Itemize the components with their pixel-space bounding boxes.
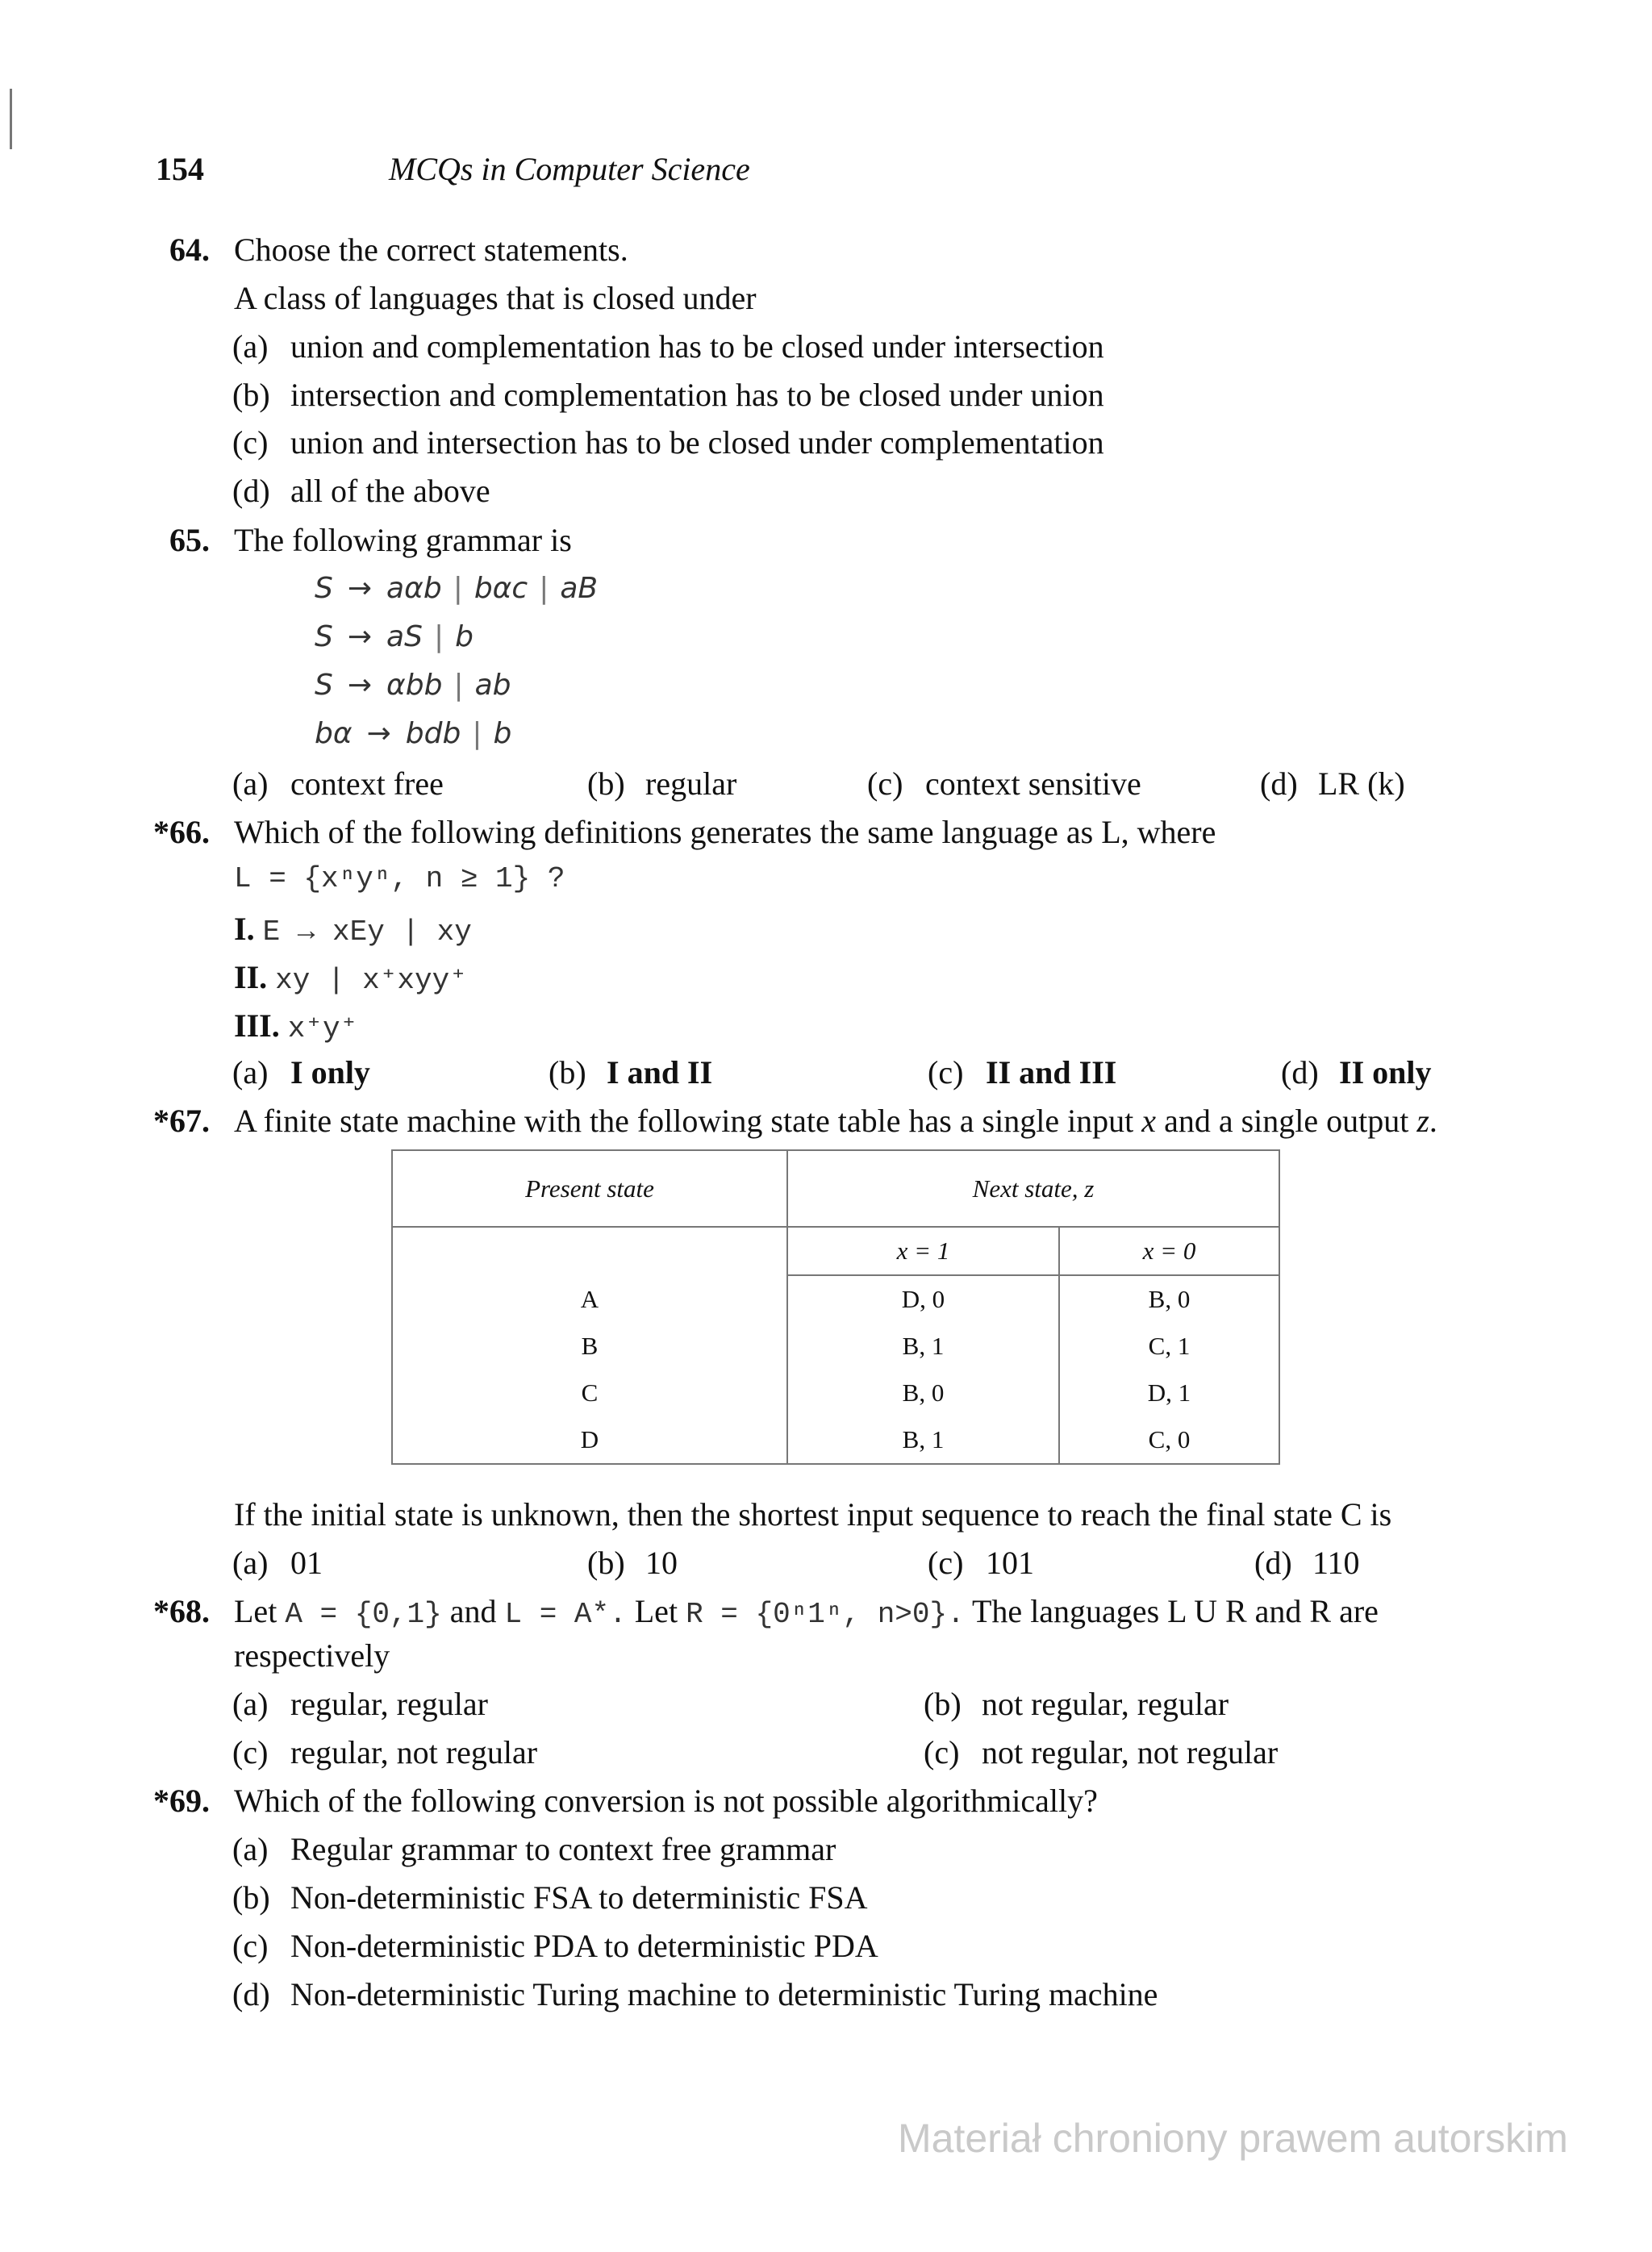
q67-followup: If the initial state is unknown, then the shortest input sequence to reach the final state C is: [234, 1496, 1392, 1533]
q66-def-1: I. E → xEy | xy: [234, 911, 472, 949]
q69-number: *69.: [153, 1783, 210, 1819]
state-b: B: [581, 1332, 599, 1360]
q64-option-d: (d) all of the above: [232, 473, 490, 509]
q64-number: 64.: [169, 231, 210, 268]
grammar-rule-4: bα → bdb | b: [315, 717, 512, 750]
q65-stem: The following grammar is: [234, 522, 572, 558]
sub-x0: x = 0: [1059, 1227, 1279, 1275]
q68-option-b: (b) not regular, regular: [924, 1686, 1229, 1722]
q67-option-c: (c) 101: [928, 1545, 1034, 1581]
q68-number: *68.: [153, 1593, 210, 1629]
q66-option-b: (b) I and II: [549, 1054, 713, 1091]
q64-option-c: (c) union and intersection has to be closed under complementation: [232, 424, 1104, 461]
q66-stem: Which of the following definitions generates the same language as L, where: [234, 814, 1216, 850]
q69-stem: Which of the following conversion is not possible algorithmically?: [234, 1783, 1098, 1819]
state-d: D: [580, 1425, 599, 1453]
q69-option-d: (d) Non-deterministic Turing machine to deterministic Turing machine: [232, 1976, 1158, 2012]
q64-option-a: (a) union and complementation has to be closed under intersection: [232, 328, 1104, 365]
x0-column: [1059, 1275, 1279, 1464]
x1-column: [787, 1275, 1059, 1464]
page-number: 154: [156, 151, 204, 187]
state-table: [391, 1149, 1280, 1465]
q65-option-b: (b) regular: [587, 765, 737, 802]
q66-language-def: L = {xⁿyⁿ, n ≥ 1} ?: [234, 862, 565, 895]
scan-edge-mark: [10, 89, 12, 149]
q66-def-3: III. x⁺y⁺: [234, 1007, 358, 1045]
q67-stem: A finite state machine with the following state table has a single input x and a single output z.: [234, 1103, 1437, 1139]
col-present-state: Present state: [392, 1150, 787, 1227]
sub-x1: x = 1: [787, 1227, 1059, 1275]
q65-option-c: (c) context sensitive: [867, 765, 1141, 802]
q67-number: *67.: [153, 1103, 210, 1139]
q68-option-d: (c) not regular, not regular: [924, 1734, 1279, 1770]
q64-stem2: A class of languages that is closed under: [234, 280, 757, 316]
q67-option-b: (b) 10: [587, 1545, 678, 1581]
state-c: C: [581, 1378, 599, 1407]
q64-stem: Choose the correct statements.: [234, 231, 628, 268]
q68-option-a: (a) regular, regular: [232, 1686, 488, 1722]
next-d-x0: C, 0: [1148, 1425, 1191, 1453]
grammar-rule-2: S → aS | b: [315, 620, 473, 653]
state-column: [392, 1227, 787, 1464]
next-c-x1: B, 0: [902, 1378, 945, 1407]
q69-option-a: (a) Regular grammar to context free grammar: [232, 1831, 836, 1867]
q67-option-d: (d) 110: [1254, 1545, 1360, 1581]
q67-option-a: (a) 01: [232, 1545, 323, 1581]
q69-option-b: (b) Non-deterministic FSA to deterministic FSA: [232, 1879, 868, 1916]
col-next-state: Next state, z: [787, 1150, 1279, 1227]
next-b-x0: C, 1: [1148, 1332, 1191, 1360]
next-c-x0: D, 1: [1147, 1378, 1191, 1407]
state-a: A: [580, 1285, 599, 1313]
q66-number: *66.: [153, 814, 210, 850]
q65-option-a: (a) context free: [232, 765, 444, 802]
q65-number: 65.: [169, 522, 210, 558]
q68-stem-line2: respectively: [234, 1637, 390, 1674]
next-a-x0: B, 0: [1148, 1285, 1191, 1313]
grammar-rule-3: S → αbb | ab: [315, 669, 511, 702]
q68-stem: Let A = {0,1} and L = A*. Let R = {0ⁿ1ⁿ, n>0}. The languages L U R and R are: [234, 1593, 1379, 1631]
copyright-watermark: Materiał chroniony prawem autorskim: [898, 2116, 1568, 2161]
q66-option-c: (c) II and III: [928, 1054, 1117, 1091]
q66-option-d: (d) II only: [1281, 1054, 1432, 1091]
next-d-x1: B, 1: [902, 1425, 945, 1453]
next-b-x1: B, 1: [902, 1332, 945, 1360]
q64-option-b: (b) intersection and complementation has to be closed under union: [232, 377, 1104, 413]
next-a-x1: D, 0: [901, 1285, 945, 1313]
q69-option-c: (c) Non-deterministic PDA to deterministic PDA: [232, 1928, 878, 1964]
q66-option-a: (a) I only: [232, 1054, 370, 1091]
grammar-rule-1: S → aαb | bαc | aB: [315, 572, 599, 605]
q68-option-c: (c) regular, not regular: [232, 1734, 538, 1770]
q66-def-2: II. xy | x⁺xyy⁺: [234, 959, 467, 997]
q65-option-d: (d) LR (k): [1260, 765, 1405, 802]
running-title: MCQs in Computer Science: [389, 151, 750, 187]
